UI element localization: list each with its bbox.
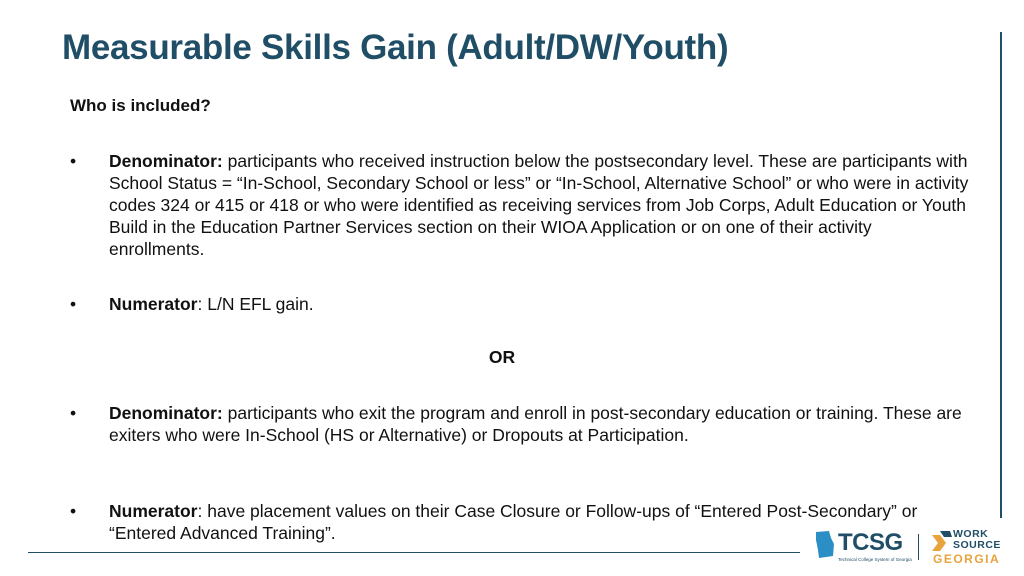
tcsg-logo-text: TCSG (838, 529, 903, 556)
right-border-line (1000, 32, 1002, 518)
bullet-body: : L/N EFL gain. (197, 294, 314, 314)
bullet-text (109, 402, 970, 446)
slide-title: Measurable Skills Gain (Adult/DW/Youth) (62, 28, 729, 67)
tcsg-tagline: Technical College System of Georgia (838, 557, 912, 562)
bullet-body: : have placement values on their Case Closure or Follow-ups of “Entered Post-Secondary” or “Entered Advanced Training”. (109, 501, 918, 543)
worksource-georgia: GEORGIA (933, 552, 1001, 566)
logo-separator (918, 534, 919, 560)
bullet-text (109, 150, 970, 260)
subheading: Who is included? (70, 96, 211, 115)
or-separator: OR (488, 347, 516, 367)
bottom-rule (28, 552, 800, 553)
bullet-marker: • (70, 294, 77, 314)
bullet-marker: • (70, 151, 77, 171)
bullet-body: participants who exit the program and enroll in post-secondary education or training. These are exiters who were In-School (HS or Alternative) or Dropouts at Participation. (109, 403, 962, 445)
bullet-lead: Numerator (109, 294, 198, 314)
bullet-body: participants who received instruction below the postsecondary level. These are participants with School Status = “In-School, Secondary School or less” or “In-School, Alternative School” or who were in activity codes 324 or 415 or 418 or who were identified as receiving services from Job Corps, Adult Education or Youth Build in the Education Partner Services section on their WIOA Application or on one of their activity enrollments. (109, 151, 969, 259)
worksource-mark-icon (932, 531, 952, 551)
bullet-lead: Numerator (109, 501, 198, 521)
georgia-map-icon (815, 530, 835, 560)
bullet-lead: Denominator: (109, 403, 223, 423)
bullet-marker: • (70, 501, 77, 521)
footer-logos (815, 526, 1010, 570)
bullet-lead: Denominator: (109, 151, 223, 171)
bullet-marker: • (70, 403, 77, 423)
bullet-text (109, 293, 970, 315)
worksource-work: WORK (953, 528, 989, 540)
worksource-source: SOURCE (953, 539, 1001, 551)
